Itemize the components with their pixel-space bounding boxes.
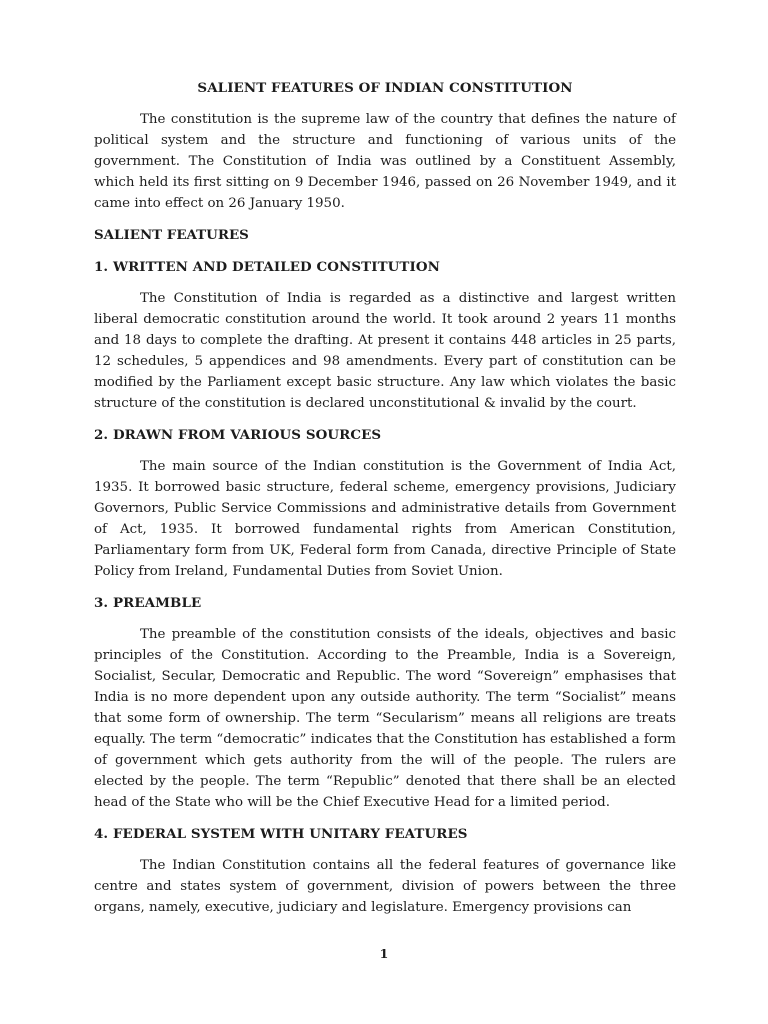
section-heading-1: 1. WRITTEN AND DETAILED CONSTITUTION xyxy=(94,259,440,275)
page-number: 1 xyxy=(379,946,389,961)
section-body-4: The Indian Constitution contains all the federal features of governance like centre and states system of government, division of powers between the three organs, namely, executive, judiciary and legislature. Emergency provisions can xyxy=(94,858,676,915)
section-body-2: The main source of the Indian constitution is the Government of India Act, 1935. It borrowed basic structure, federal scheme, emergency provisions, Judiciary Governors, Public Service Commissions and administrative details from Government of Act, 1935. It borrowed fundamental rights from American Constitution, Parliamentary form from UK, Federal form from Canada, directive Principle of State Policy from Ireland, Fundamental Duties from Soviet Union. xyxy=(94,459,676,579)
intro-paragraph: The constitution is the supreme law of the country that defines the nature of political system and the structure and functioning of various units of the government. The Constitution of India was outlined by a Constituent Assembly, which held its first sitting on 9 December 1946, passed on 26 November 1949, and it came into effect on 26 January 1950. xyxy=(94,112,676,211)
section-body-1: The Constitution of India is regarded as a distinctive and largest written liberal democratic constitution around the world. It took around 2 years 11 months and 18 days to complete the drafting. At present it contains 448 articles in 25 parts, 12 schedules, 5 appendices and 98 amendments. Every part of constitution can be modified by the Parliament except basic structure. Any law which violates the basic structure of the constitution is declared unconstitutional & invalid by the court. xyxy=(94,291,676,411)
section-heading-4: 4. FEDERAL SYSTEM WITH UNITARY FEATURES xyxy=(94,826,468,842)
section-heading-3: 3. PREAMBLE xyxy=(94,595,202,611)
section-body-3: The preamble of the constitution consists of the ideals, objectives and basic principles of the Constitution. According to the Preamble, India is a Sovereign, Socialist, Secular, Democratic and Republic. The word “Sovereign” emphasises that India is no more dependent upon any outside authority. The term “Socialist” means that some form of ownership. The term “Secularism” means all religions are treats equally. The term “democratic” indicates that the Constitution has established a form of government which gets authority from the will of the people. The rulers are elected by the people. The term “Republic” denoted that there shall be an elected head of the State who will be the Chief Executive Head for a limited period. xyxy=(94,627,676,810)
document-page xyxy=(94,78,676,929)
section-heading-2: 2. DRAWN FROM VARIOUS SOURCES xyxy=(94,427,382,443)
section-label: SALIENT FEATURES xyxy=(94,227,249,243)
document-title: SALIENT FEATURES OF INDIAN CONSTITUTION xyxy=(197,80,573,96)
